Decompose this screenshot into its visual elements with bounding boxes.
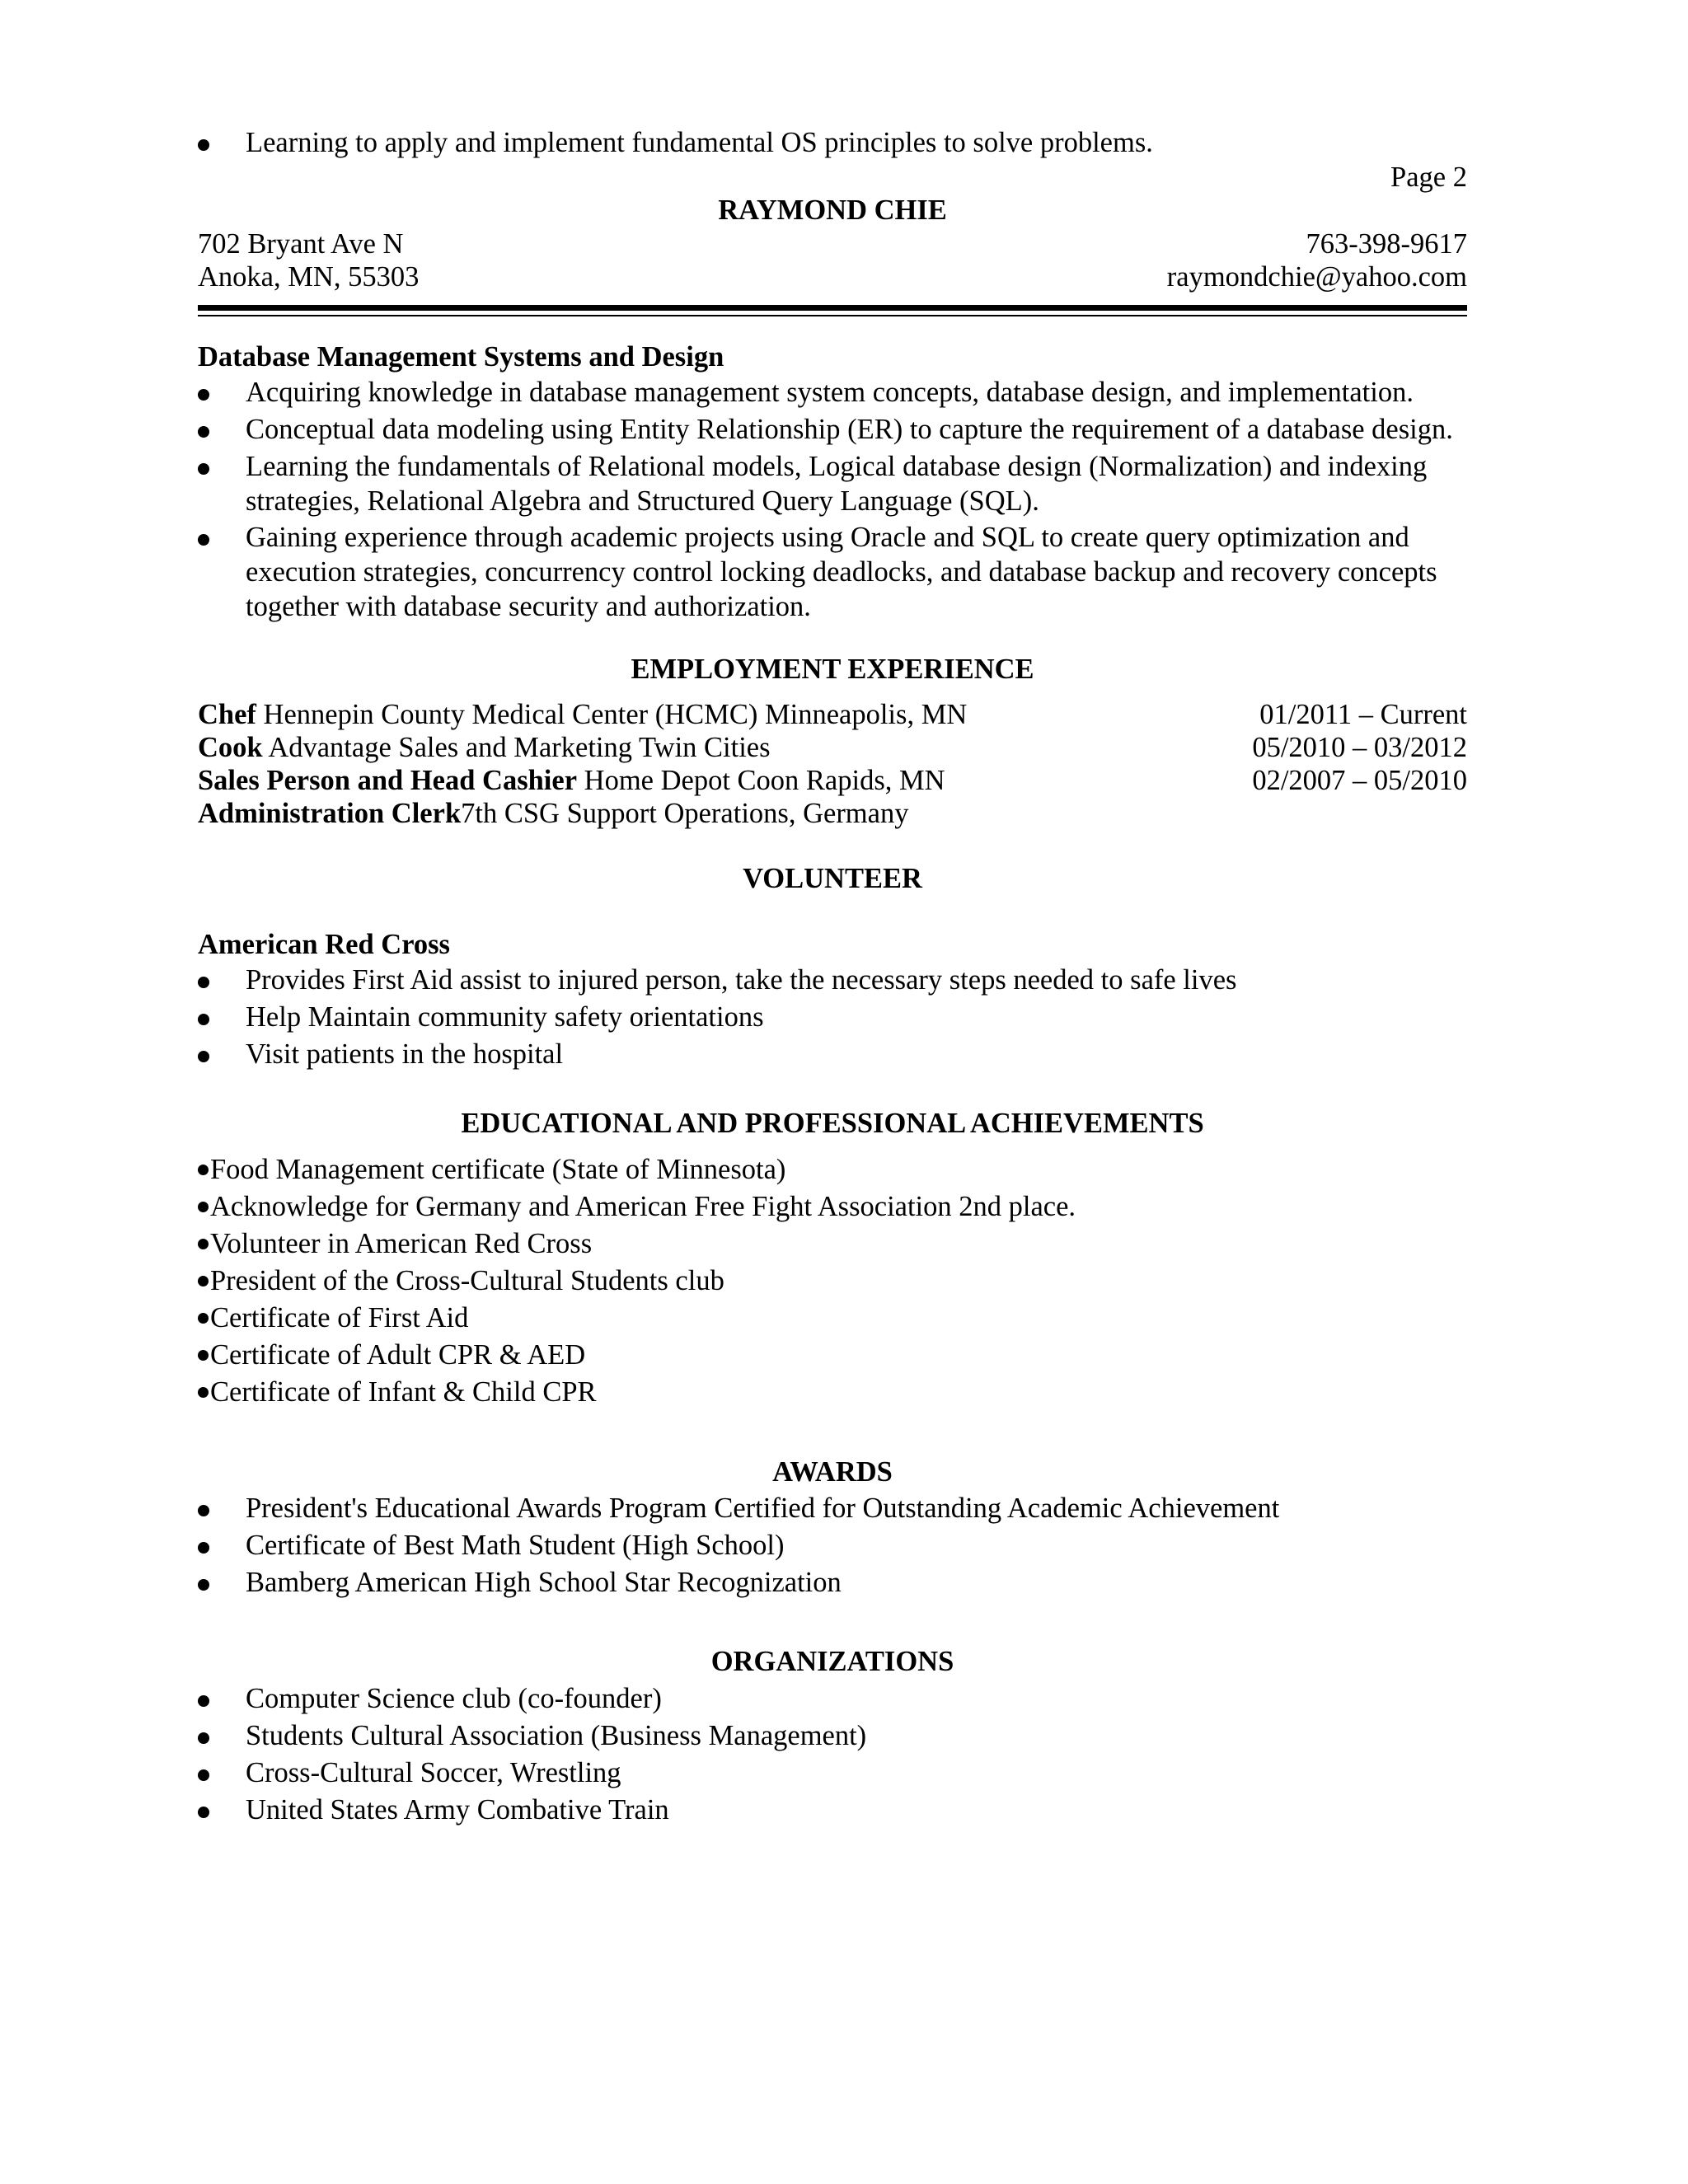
bullet-text-line: Conceptual data modeling using Entity Relationship (ER) to capture the requirement of a database design. — [246, 414, 1453, 445]
list-item — [198, 963, 1467, 997]
list-item — [198, 375, 1467, 410]
phone-number: 763-398-9617 — [1306, 228, 1467, 260]
bullet-text: President's Educational Awards Program Certified for Outstanding Academic Achievement — [246, 1493, 1280, 1524]
bullet-icon — [198, 139, 209, 151]
list-item — [198, 1338, 585, 1372]
list-item — [198, 520, 1467, 624]
course-title: Database Management Systems and Design — [198, 341, 724, 373]
bullet-icon — [198, 1505, 209, 1516]
section-heading-employment: EMPLOYMENT EXPERIENCE — [631, 654, 1034, 685]
bullet-text-line: Acquiring knowledge in database management system concepts, database design, and implementation. — [246, 377, 1414, 408]
job-dates: 01/2011 – Current — [1259, 699, 1467, 730]
list-item — [198, 1263, 724, 1298]
job-role: Administration Clerk — [198, 798, 462, 829]
list-item — [198, 1037, 1467, 1071]
bullet-icon — [198, 1014, 209, 1025]
email-address: raymondchie@yahoo.com — [1166, 261, 1467, 293]
list-item — [198, 1565, 1467, 1600]
bullet-text: President of the Cross-Cultural Students club — [210, 1265, 724, 1296]
bullet-text: Certificate of First Aid — [210, 1302, 469, 1333]
list-item — [198, 412, 1467, 447]
header-divider-thin — [198, 315, 1467, 316]
bullet-text: Cross-Cultural Soccer, Wrestling — [246, 1757, 621, 1788]
bullet-icon — [198, 1239, 209, 1249]
bullet-icon — [198, 1165, 209, 1175]
bullet-icon — [198, 1350, 209, 1361]
address-line-2: Anoka, MN, 55303 — [198, 261, 420, 293]
list-item — [198, 1528, 1467, 1563]
bullet-icon — [198, 534, 209, 546]
bullet-text: Certificate of Best Math Student (High School) — [246, 1530, 785, 1561]
bullet-icon — [198, 1732, 209, 1744]
bullet-text: Bamberg American High School Star Recognization — [246, 1567, 842, 1598]
bullet-text: Volunteer in American Red Cross — [210, 1228, 593, 1259]
job-entry — [198, 697, 967, 732]
job-place: 7th CSG Support Operations, Germany — [461, 798, 909, 829]
list-item — [198, 1226, 592, 1261]
section-heading-volunteer: VOLUNTEER — [743, 863, 922, 894]
bullet-text: Food Management certificate (State of Minnesota) — [210, 1154, 786, 1185]
list-item — [198, 1793, 1467, 1827]
address-line-1: 702 Bryant Ave N — [198, 228, 404, 260]
bullet-icon — [198, 977, 209, 988]
bullet-text: Acknowledge for Germany and American Free Fight Association 2nd place. — [210, 1191, 1076, 1222]
bullet-icon — [198, 1695, 209, 1707]
list-item — [198, 1375, 597, 1409]
bullet-icon — [198, 1202, 209, 1212]
bullet-icon — [198, 1807, 209, 1818]
bullet-icon — [198, 1051, 209, 1062]
bullet-text: Visit patients in the hospital — [246, 1038, 564, 1070]
bullet-icon — [198, 1387, 209, 1398]
bullet-icon — [198, 463, 209, 475]
bullet-text-line: together with database security and authorization. — [246, 591, 811, 622]
job-entry — [198, 763, 945, 798]
list-item — [198, 125, 1467, 160]
job-place: Hennepin County Medical Center (HCMC) Minneapolis, MN — [256, 699, 968, 730]
bullet-text: Students Cultural Association (Business Management) — [246, 1720, 867, 1751]
list-item — [198, 449, 1467, 518]
list-item — [198, 1718, 1467, 1753]
bullet-text-line: Learning the fundamentals of Relational models, Logical database design (Normalization) and indexing — [246, 451, 1428, 482]
bullet-text: Certificate of Infant & Child CPR — [210, 1376, 597, 1408]
section-heading-achievements: EDUCATIONAL AND PROFESSIONAL ACHIEVEMENTS — [461, 1108, 1204, 1139]
job-dates: 02/2007 – 05/2010 — [1252, 765, 1467, 796]
job-role: Chef — [198, 699, 256, 730]
header-divider-thick — [198, 305, 1467, 311]
volunteer-org: American Red Cross — [198, 929, 450, 960]
job-place: Home Depot Coon Rapids, MN — [577, 765, 945, 796]
list-item — [198, 1189, 1076, 1224]
bullet-icon — [198, 1579, 209, 1591]
bullet-text-line: Gaining experience through academic projects using Oracle and SQL to create query optimization and — [246, 522, 1409, 553]
bullet-icon — [198, 1276, 209, 1286]
list-item — [198, 1000, 1467, 1034]
list-item — [198, 1755, 1467, 1790]
bullet-text: Learning to apply and implement fundamental OS principles to solve problems. — [246, 127, 1153, 158]
section-heading-awards: AWARDS — [772, 1456, 893, 1488]
bullet-icon — [198, 426, 209, 438]
bullet-icon — [198, 389, 209, 401]
page-number: Page 2 — [1390, 162, 1467, 193]
job-place: Advantage Sales and Marketing Twin Cities — [262, 732, 771, 763]
resume-name: RAYMOND CHIE — [718, 194, 947, 226]
list-item — [198, 1491, 1467, 1526]
job-entry — [198, 796, 908, 831]
bullet-icon — [198, 1313, 209, 1324]
bullet-text: United States Army Combative Train — [246, 1794, 669, 1825]
bullet-text-line: execution strategies, concurrency control locking deadlocks, and database backup and recovery concepts — [246, 556, 1437, 588]
list-item — [198, 1152, 785, 1187]
bullet-text: Provides First Aid assist to injured person, take the necessary steps needed to safe lives — [246, 964, 1237, 996]
section-heading-organizations: ORGANIZATIONS — [710, 1646, 954, 1677]
bullet-text: Help Maintain community safety orientations — [246, 1001, 764, 1033]
bullet-icon — [198, 1769, 209, 1781]
job-entry — [198, 730, 771, 765]
job-dates: 05/2010 – 03/2012 — [1252, 732, 1467, 763]
list-item — [198, 1301, 468, 1335]
bullet-icon — [198, 1542, 209, 1554]
job-role: Sales Person and Head Cashier — [198, 765, 578, 796]
bullet-text: Computer Science club (co-founder) — [246, 1683, 662, 1714]
job-role: Cook — [198, 732, 263, 763]
bullet-text-line: strategies, Relational Algebra and Structured Query Language (SQL). — [246, 485, 1039, 517]
list-item — [198, 1681, 1467, 1716]
bullet-text: Certificate of Adult CPR & AED — [210, 1339, 586, 1371]
